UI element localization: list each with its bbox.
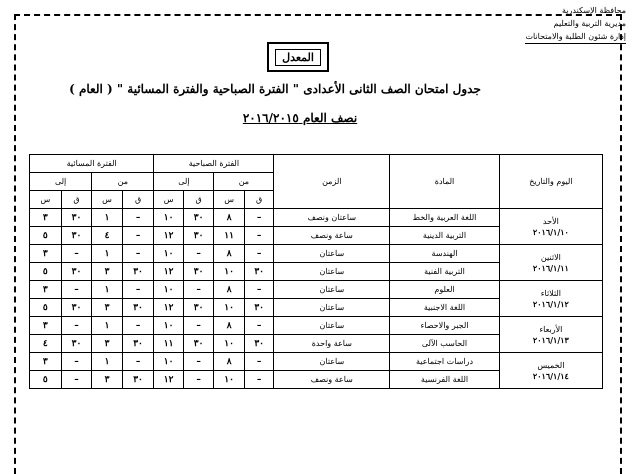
morning-from-minute: –: [244, 371, 273, 389]
duration-cell: ساعة ونصف: [274, 371, 390, 389]
header-duration: الزمن: [274, 155, 390, 209]
exam-date: ٢٠١٦/١/١٠: [532, 226, 569, 237]
morning-to-minute: –: [183, 245, 214, 263]
subject-cell: العلوم: [390, 281, 500, 299]
evening-from-minute: –: [122, 281, 154, 299]
evening-to-minute: ٣٠: [61, 335, 92, 353]
agency-line: مديرية التربية والتعليم: [553, 19, 626, 28]
subject-cell: اللغة الاجنبية: [390, 299, 500, 317]
morning-from-hour: ١١: [214, 227, 245, 245]
morning-from-minute: ٣٠: [244, 299, 273, 317]
evening-from-hour: ١: [92, 209, 123, 227]
duration-cell: ساعة واحدة: [274, 335, 390, 353]
morning-to-hour: ١١: [154, 335, 183, 353]
evening-from-hour: ٣: [92, 299, 123, 317]
header-hour: س: [92, 191, 123, 209]
evening-to-hour: ٣: [30, 281, 62, 299]
exam-schedule-table: [29, 154, 603, 389]
evening-from-minute: –: [122, 245, 154, 263]
morning-from-hour: ١٠: [214, 263, 245, 281]
subject-cell: الهندسة: [390, 245, 500, 263]
morning-to-minute: ٣٠: [183, 227, 214, 245]
evening-to-hour: ٥: [30, 227, 62, 245]
morning-from-hour: ١٠: [214, 371, 245, 389]
evening-to-minute: ٣٠: [61, 299, 92, 317]
morning-to-hour: ١٠: [154, 245, 183, 263]
evening-from-minute: ٣٠: [122, 263, 154, 281]
evening-from-hour: ١: [92, 353, 123, 371]
morning-to-minute: –: [183, 317, 214, 335]
duration-cell: ساعتان: [274, 353, 390, 371]
evening-to-hour: ٥: [30, 371, 62, 389]
subject-cell: الجبر والاحصاء: [390, 317, 500, 335]
evening-from-hour: ٤: [92, 227, 123, 245]
morning-from-hour: ٨: [214, 353, 245, 371]
evening-to-minute: ٣٠: [61, 209, 92, 227]
table-row: [30, 317, 603, 335]
morning-from-minute: –: [244, 209, 273, 227]
header-morning: الفترة الصباحية: [154, 155, 274, 173]
evening-to-hour: ٣: [30, 245, 62, 263]
morning-to-hour: ١٢: [154, 299, 183, 317]
agency-line: محافظة الإسكندرية: [561, 6, 626, 15]
table-row: [30, 281, 603, 299]
day-name: الأربعاء: [539, 324, 563, 334]
morning-from-hour: ٨: [214, 209, 245, 227]
evening-from-hour: ٣: [92, 335, 123, 353]
header-minute: ق: [183, 191, 214, 209]
morning-to-minute: ٣٠: [183, 263, 214, 281]
duration-cell: ساعتان: [274, 263, 390, 281]
evening-from-hour: ٣: [92, 263, 123, 281]
table-row: [30, 209, 603, 227]
morning-to-minute: –: [183, 281, 214, 299]
stamp-label: المعدل: [275, 49, 321, 66]
header-morning-from: من: [214, 173, 274, 191]
evening-to-minute: –: [61, 317, 92, 335]
morning-from-hour: ١٠: [214, 335, 245, 353]
morning-to-hour: ١٢: [154, 371, 183, 389]
morning-to-minute: ٣٠: [183, 209, 214, 227]
evening-from-hour: ١: [92, 281, 123, 299]
header-minute: ق: [244, 191, 273, 209]
subject-cell: الحاسب الآلى: [390, 335, 500, 353]
morning-to-hour: ١٢: [154, 227, 183, 245]
evening-from-hour: ١: [92, 317, 123, 335]
evening-from-minute: –: [122, 353, 154, 371]
header-morning-to: إلى: [154, 173, 214, 191]
morning-to-hour: ١٠: [154, 281, 183, 299]
schedule-body: [30, 209, 603, 389]
morning-from-minute: –: [244, 245, 273, 263]
exam-date: ٢٠١٦/١/١١: [532, 262, 569, 273]
evening-to-hour: ٣: [30, 353, 62, 371]
day-name: الاثنين: [540, 252, 561, 262]
morning-from-minute: ٣٠: [244, 335, 273, 353]
exam-date: ٢٠١٦/١/١٢: [532, 298, 569, 309]
evening-from-minute: –: [122, 317, 154, 335]
morning-from-minute: ٣٠: [244, 263, 273, 281]
agency-header: [511, 4, 626, 44]
morning-to-hour: ١٢: [154, 263, 183, 281]
subject-cell: اللغة الفرنسية: [390, 371, 500, 389]
evening-to-hour: ٥: [30, 299, 62, 317]
header-subject: المادة: [390, 155, 500, 209]
header-evening-from: من: [92, 173, 154, 191]
day-date-cell: [499, 281, 602, 317]
evening-to-minute: ٣٠: [61, 227, 92, 245]
evening-to-hour: ٥: [30, 263, 62, 281]
duration-cell: ساعتان: [274, 299, 390, 317]
day-name: الثلاثاء: [540, 288, 562, 298]
evening-to-minute: –: [61, 371, 92, 389]
morning-to-minute: –: [183, 371, 214, 389]
morning-from-hour: ٨: [214, 281, 245, 299]
header-hour: س: [154, 191, 183, 209]
evening-from-hour: ١: [92, 245, 123, 263]
morning-to-minute: ٣٠: [183, 335, 214, 353]
morning-from-hour: ١٠: [214, 299, 245, 317]
evening-from-minute: –: [122, 227, 154, 245]
duration-cell: ساعتان: [274, 245, 390, 263]
amended-stamp: [267, 42, 329, 72]
morning-to-minute: ٣٠: [183, 299, 214, 317]
duration-cell: ساعتان: [274, 317, 390, 335]
morning-from-hour: ٨: [214, 317, 245, 335]
evening-to-hour: ٤: [30, 335, 62, 353]
duration-cell: ساعتان ونصف: [274, 209, 390, 227]
subject-cell: التربية الفنية: [390, 263, 500, 281]
evening-from-minute: ٣٠: [122, 371, 154, 389]
morning-to-hour: ١٠: [154, 209, 183, 227]
evening-to-minute: –: [61, 353, 92, 371]
morning-from-minute: –: [244, 317, 273, 335]
evening-to-minute: ٣٠: [61, 263, 92, 281]
header-day: اليوم والتاريخ: [499, 155, 602, 209]
duration-cell: ساعتان: [274, 281, 390, 299]
header-hour: س: [214, 191, 245, 209]
morning-from-hour: ٨: [214, 245, 245, 263]
header-hour: س: [30, 191, 62, 209]
page-subtitle: نصف العام ٢٠١٦/٢٠١٥: [242, 111, 358, 125]
morning-to-hour: ١٠: [154, 317, 183, 335]
agency-line: إدارة شئون الطلبة والامتحانات: [525, 30, 626, 44]
table-row: [30, 353, 603, 371]
header-evening: الفترة المسائية: [30, 155, 154, 173]
page-title: جدول امتحان الصف الثانى الأعدادى " الفترة الصباحية والفترة المسائية " ( العام ): [69, 82, 481, 96]
evening-from-minute: –: [122, 209, 154, 227]
morning-from-minute: –: [244, 353, 273, 371]
header-minute: ق: [61, 191, 92, 209]
day-date-cell: [499, 353, 602, 389]
morning-from-minute: –: [244, 281, 273, 299]
evening-to-minute: –: [61, 281, 92, 299]
table-row: [30, 245, 603, 263]
evening-to-hour: ٣: [30, 209, 62, 227]
day-date-cell: [499, 209, 602, 245]
morning-from-minute: –: [244, 227, 273, 245]
morning-to-minute: –: [183, 353, 214, 371]
evening-from-hour: ٣: [92, 371, 123, 389]
day-date-cell: [499, 317, 602, 353]
exam-date: ٢٠١٦/١/١٣: [532, 334, 569, 345]
evening-from-minute: ٣٠: [122, 335, 154, 353]
subject-cell: التربية الدينية: [390, 227, 500, 245]
evening-to-hour: ٣: [30, 317, 62, 335]
exam-date: ٢٠١٦/١/١٤: [532, 370, 569, 381]
morning-to-hour: ١٠: [154, 353, 183, 371]
day-date-cell: [499, 245, 602, 281]
day-name: الأحد: [542, 216, 559, 226]
evening-to-minute: –: [61, 245, 92, 263]
header-minute: ق: [122, 191, 154, 209]
evening-from-minute: ٣٠: [122, 299, 154, 317]
duration-cell: ساعة ونصف: [274, 227, 390, 245]
day-name: الخميس: [537, 360, 565, 370]
subject-cell: دراسات اجتماعية: [390, 353, 500, 371]
subject-cell: اللغة العربية والخط: [390, 209, 500, 227]
header-evening-to: إلى: [30, 173, 92, 191]
